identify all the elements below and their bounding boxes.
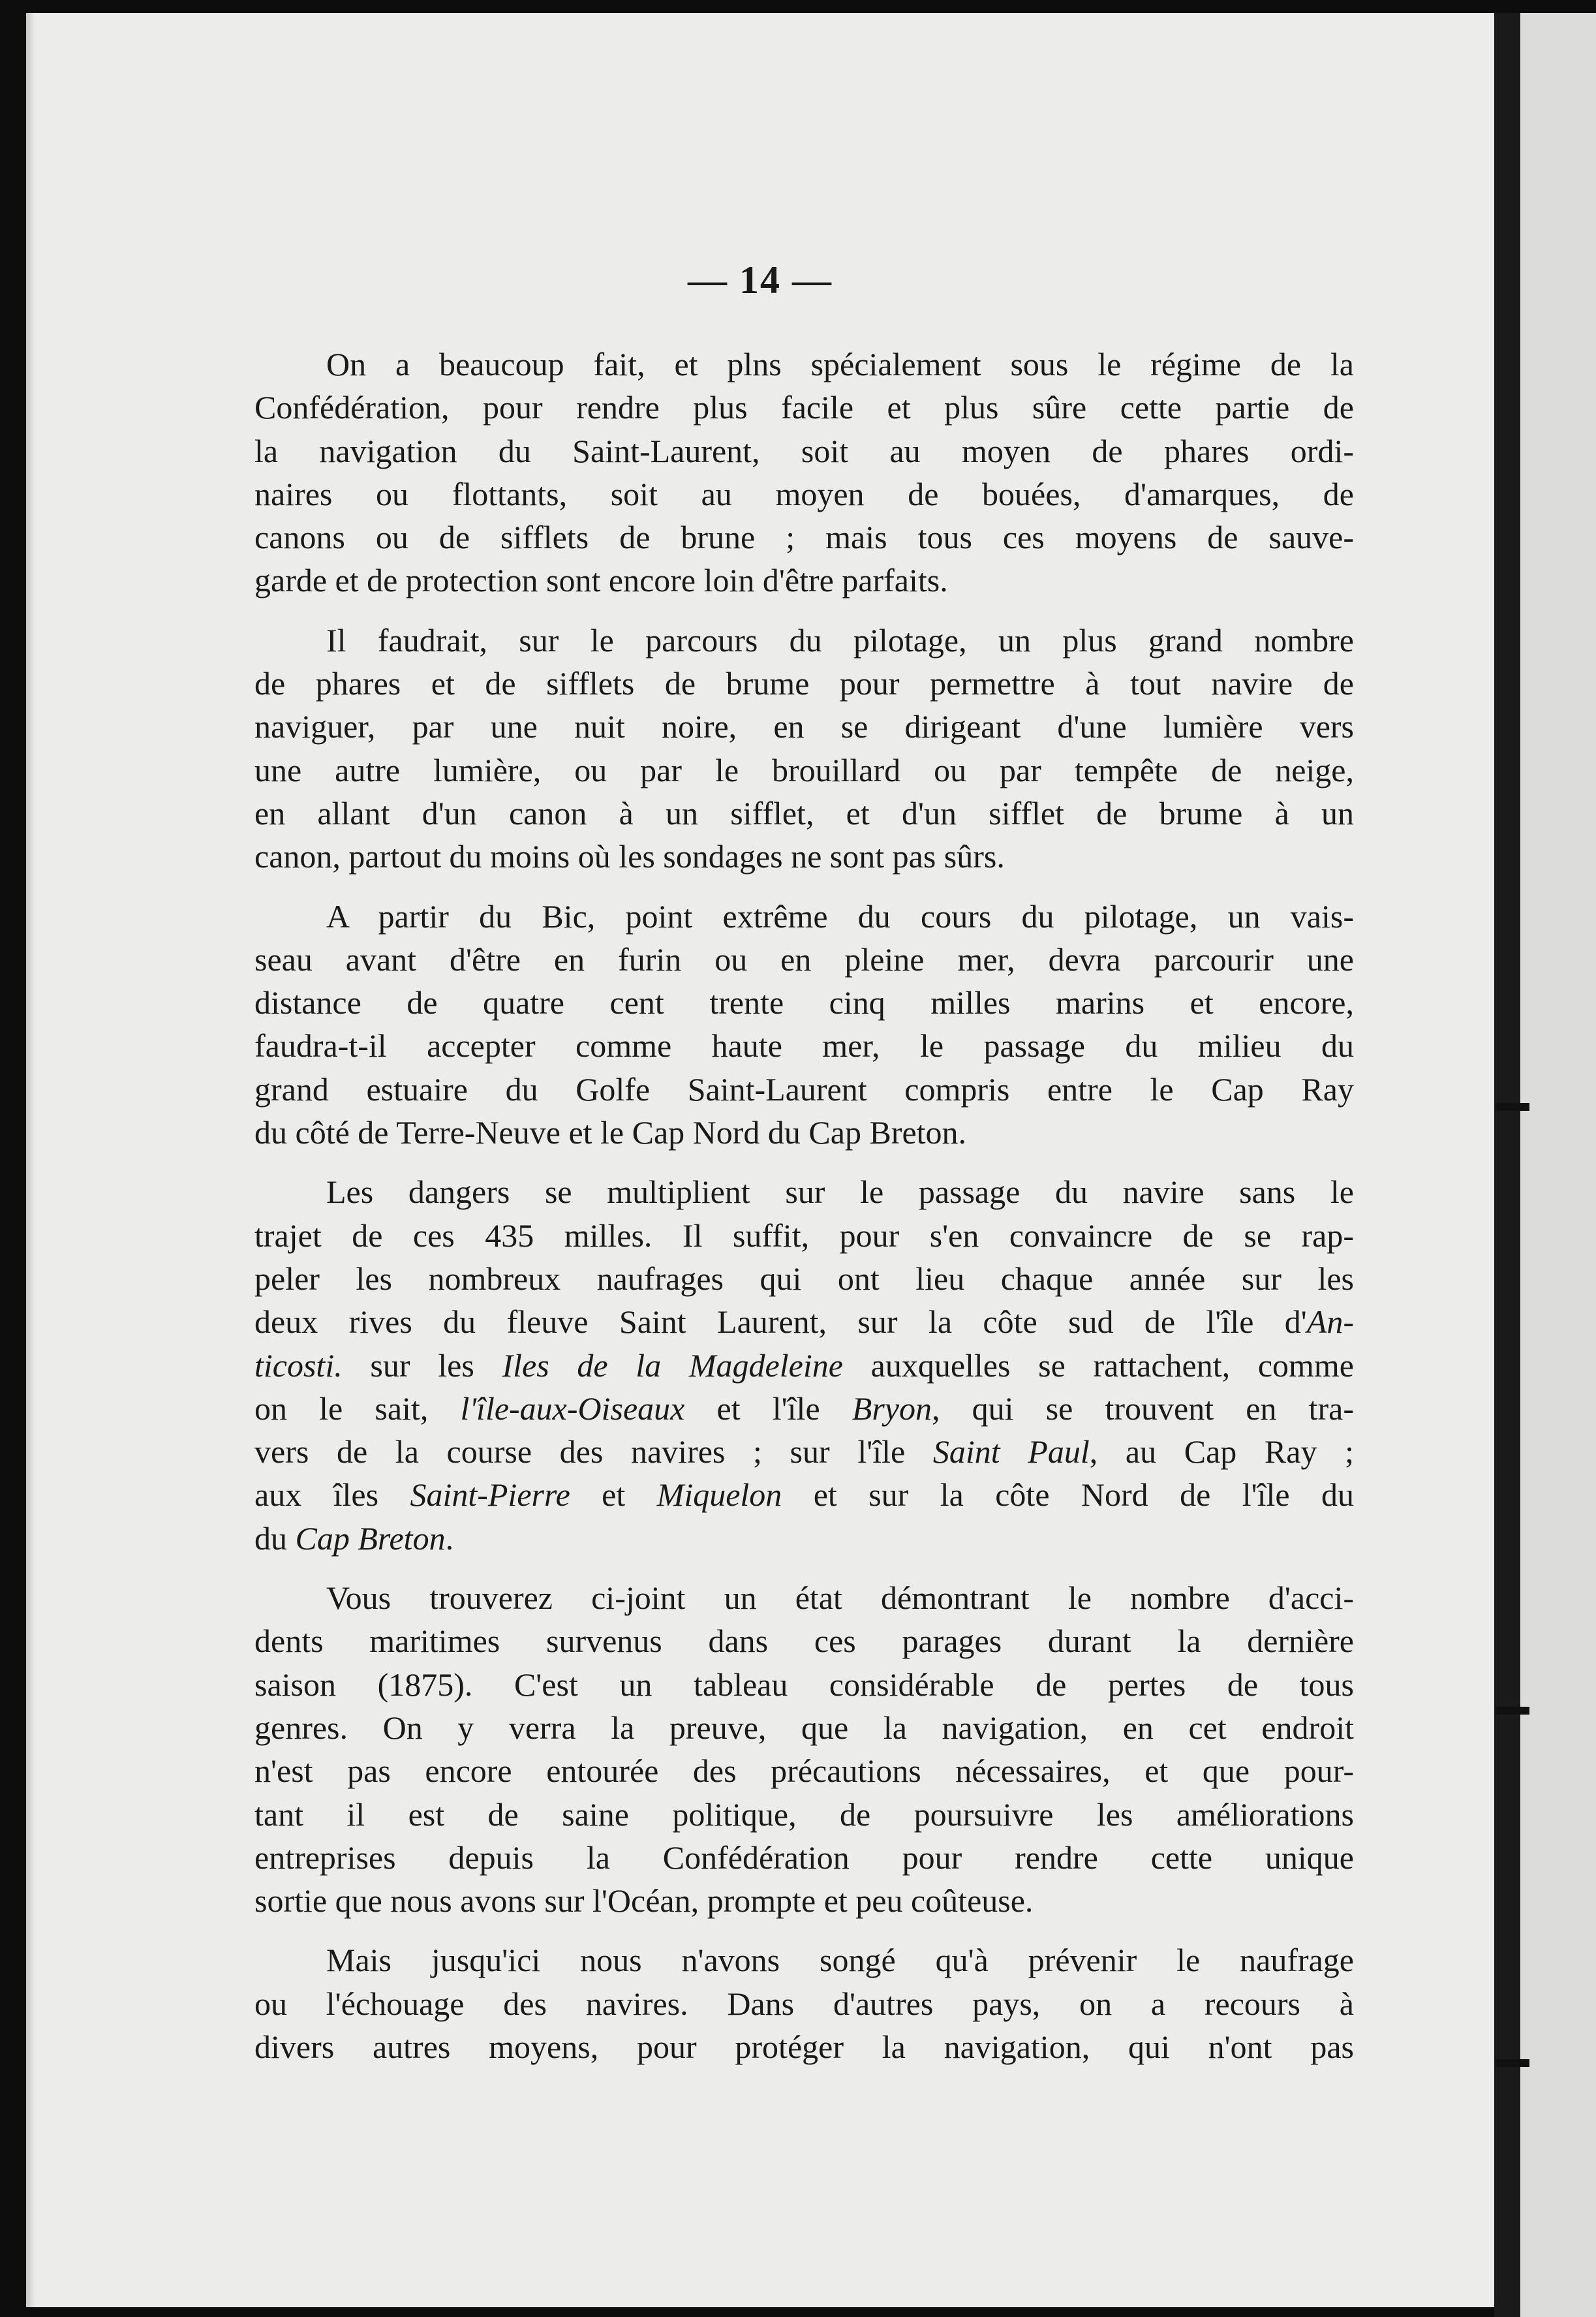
paragraph-6 [254,1938,1354,2068]
text-line [254,1344,1354,1387]
text-line [254,1300,1354,1343]
text-line [254,1430,1354,1473]
text-line: entreprises depuis la Confédération pour rendre cette unique [254,1839,1354,1876]
text-line: sortie que nous avons sur l'Océan, prompte et peu coûteuse. [254,1882,1034,1920]
text-line [254,1387,1354,1430]
text-line: naviguer, par une nuit noire, en se dirigeant d'une lumière vers [254,708,1354,745]
binding-mark [1496,1103,1529,1111]
text-run: et l'île [684,1390,852,1427]
italic-place-name: l'île-aux-Oiseaux [460,1390,685,1427]
paragraph-1 [254,343,1354,602]
paragraph-5 [254,1576,1354,1922]
text-line: genres. On y verra la preuve, que la navigation, en cet endroit [254,1709,1354,1746]
italic-place-name: Miquelon [656,1476,782,1514]
text-line: faudra-t-il accepter comme haute mer, le passage du milieu du [254,1027,1354,1065]
text-line: canon, partout du moins où les sondages ne sont pas sûrs. [254,838,1005,875]
text-line: On a beaucoup fait, et plns spécialement sous le régime de la [326,346,1354,382]
text-run: . [445,1519,454,1557]
text-line: de phares et de sifflets de brume pour permettre à tout navire de [254,665,1354,702]
text-line: ou l'échouage des navires. Dans d'autres pays, on a recours à [254,1985,1354,2022]
text-run: et [570,1476,657,1514]
italic-place-name: Iles de la Magdeleine [502,1346,843,1384]
paragraph-2 [254,619,1354,879]
text-run: et sur la côte Nord de l'île du [782,1476,1354,1514]
italic-place-name: Cap Breton [295,1519,446,1557]
text-line: en allant d'un canon à un sifflet, et d'un sifflet de brume à un [254,794,1354,832]
text-line: Vous trouverez ci-joint un état démontrant le nombre d'acci- [326,1579,1354,1617]
text-line: la navigation du Saint-Laurent, soit au moyen de phares ordi- [254,432,1354,469]
text-line: tant il est de saine politique, de poursuivre les améliorations [254,1796,1354,1833]
text-line: Confédération, pour rendre plus facile et plus sûre cette partie de [254,389,1354,426]
text-run: , au Cap Ray ; [1089,1433,1355,1470]
text-line: grand estuaire du Golfe Saint-Laurent compris entre le Cap Ray [254,1070,1354,1108]
italic-place-name: ticosti. [254,1346,343,1384]
text-line: seau avant d'être en furin ou en pleine mer, devra parcourir une [254,941,1354,978]
text-run: on le sait, [254,1390,461,1427]
page-left-edge [26,13,35,2307]
text-line: garde et de protection sont encore loin d'être parfaits. [254,562,948,599]
text-run: , qui se trouvent en tra- [932,1390,1354,1427]
text-line: n'est pas encore entourée des précautions nécessaires, et que pour- [254,1752,1354,1790]
text-line: divers autres moyens, pour protéger la navigation, qui n'ont pas [254,2028,1354,2065]
italic-place-name: Bryon [852,1390,932,1427]
adjacent-page-strip [1520,13,1596,2317]
paragraph-4 [254,1170,1354,1560]
italic-place-name: An- [1306,1303,1354,1341]
text-line: une autre lumière, ou par le brouillard ou par tempête de neige, [254,751,1354,788]
binding-mark [1496,2059,1529,2067]
body-text [254,343,1354,2068]
italic-place-name: Saint-Pierre [410,1476,570,1514]
text-line [254,1517,1354,1560]
paragraph-3 [254,895,1354,1155]
text-line: du côté de Terre-Neuve et le Cap Nord du Cap Breton. [254,1114,967,1151]
text-run: deux rives du fleuve Saint Laurent, sur la côte sud de l'île d' [254,1303,1307,1341]
text-run: auxquelles se rattachent, comme [842,1346,1354,1384]
text-run: du [254,1519,296,1557]
text-line: trajet de ces 435 milles. Il suffit, pour s'en convaincre de se rap- [254,1217,1354,1254]
text-line: saison (1875). C'est un tableau considérable de pertes de tous [254,1666,1354,1703]
text-run: sur les [342,1346,502,1384]
text-line: peler les nombreux naufrages qui ont lieu chaque année sur les [254,1260,1354,1297]
text-line: dents maritimes survenus dans ces parages durant la dernière [254,1623,1354,1660]
text-line: distance de quatre cent trente cinq milles marins et encore, [254,984,1354,1021]
text-line: Les dangers se multiplient sur le passage du navire sans le [326,1174,1354,1211]
binding-spine [1494,13,1520,2317]
page-number: — 14 — [688,258,833,302]
text-run: vers de la course des navires ; sur l'île [254,1433,933,1470]
text-line: Il faudrait, sur le parcours du pilotage, un plus grand nombre [326,621,1354,659]
text-line: Mais jusqu'ici nous n'avons songé qu'à prévenir le naufrage [326,1942,1354,1979]
text-line: A partir du Bic, point extrême du cours du pilotage, un vais- [326,897,1354,935]
text-line: naires ou flottants, soit au moyen de bouées, d'amarques, de [254,475,1354,512]
text-run: aux îles [254,1476,410,1514]
book-page [26,13,1494,2307]
italic-place-name: Saint Paul [932,1433,1090,1470]
text-line [254,1473,1354,1516]
binding-mark [1496,1707,1529,1715]
text-line: canons ou de sifflets de brune ; mais tous ces moyens de sauve- [254,519,1354,556]
